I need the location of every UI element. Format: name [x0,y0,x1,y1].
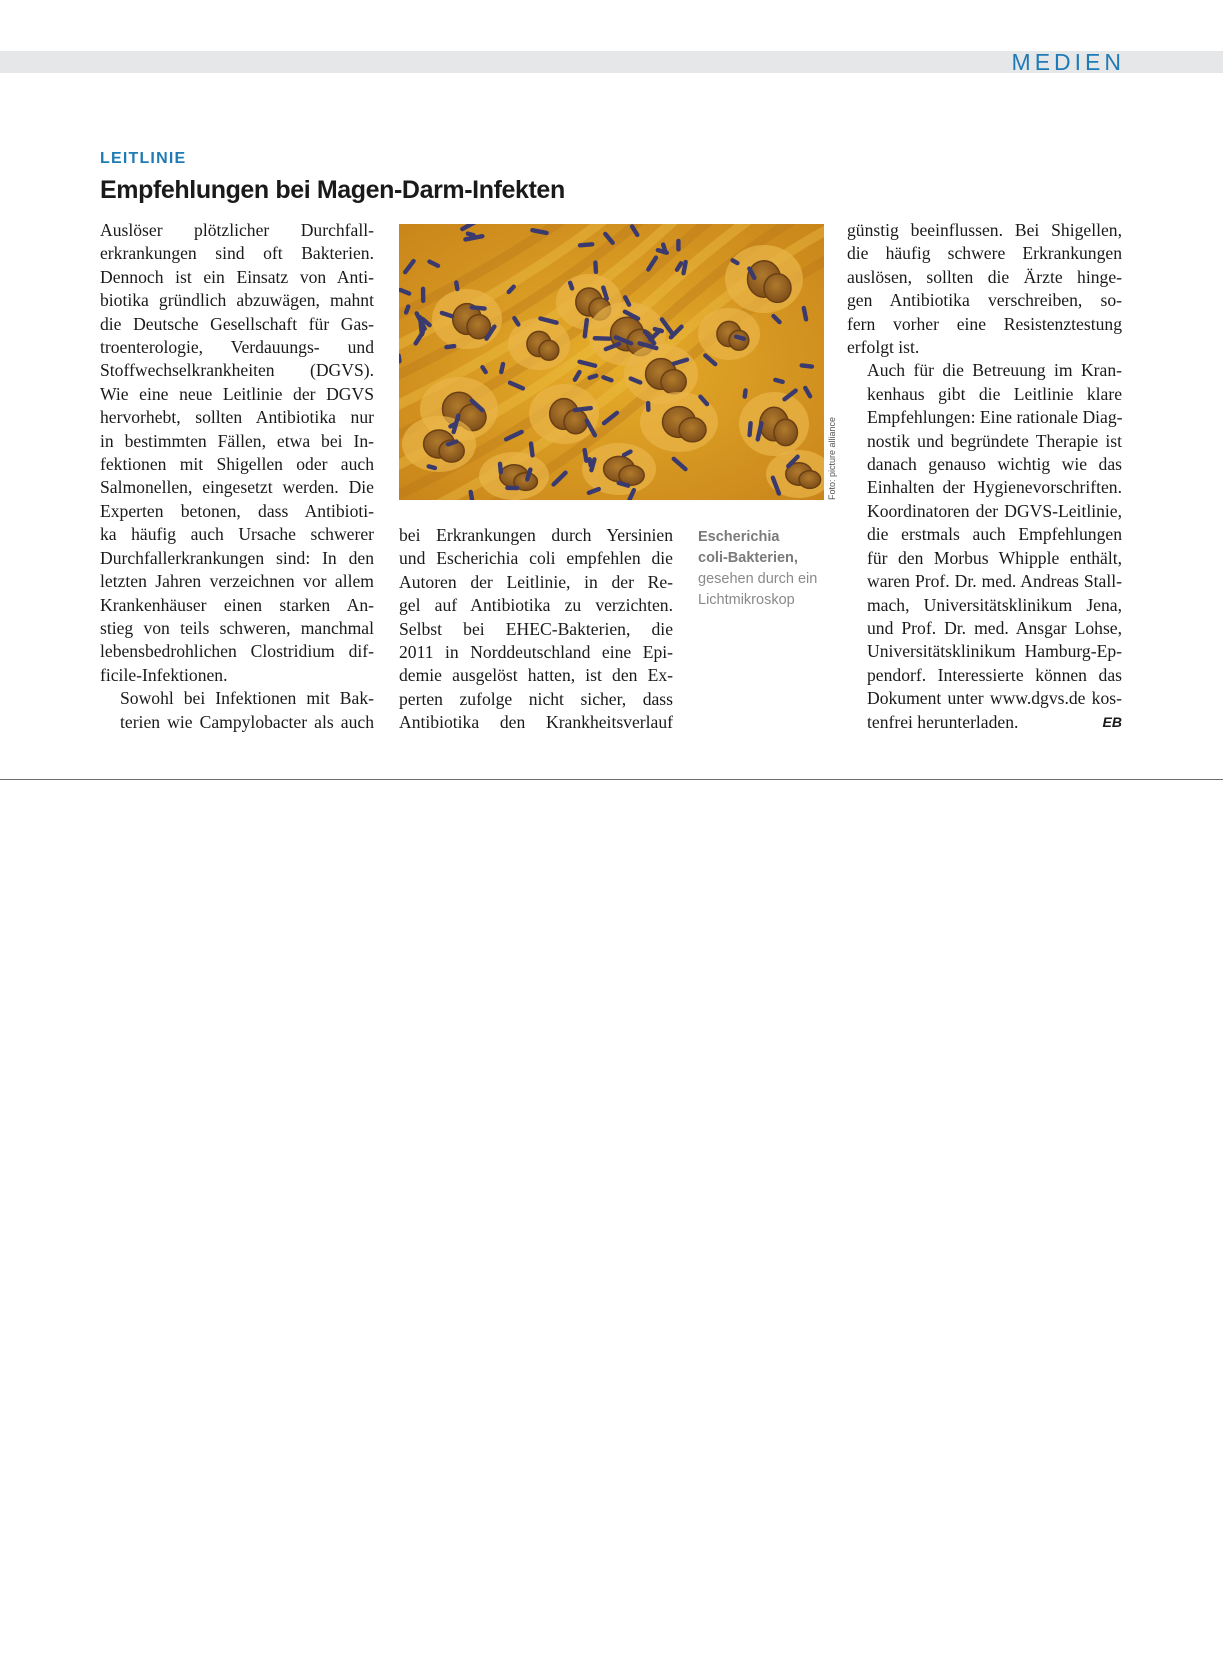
text-line: 2011 in Norddeutschland eine Epi- [399,642,673,663]
text-line: Dokument unter www.dgvs.de kos- [867,688,1122,709]
text-line: terien wie Campylobacter als auch [120,711,374,732]
text-line: pendorf. Interessierte können das [867,664,1122,685]
article-column-1 [100,219,374,734]
text-line: die häufig schwere Erkrankungen [847,243,1122,264]
text-line: perten zufolge nicht sicher, dass [399,688,673,709]
text-line: Auslöser plötzlicher Durchfall- [100,220,374,240]
text-line: gel auf Antibiotika zu verzichten. [399,595,673,616]
text-line: Universitätsklinikum Hamburg-Ep- [867,641,1122,662]
text-line: Salmonellen, eingesetzt werden. Die [100,477,374,498]
text-line: die Deutsche Gesellschaft für Gas- [100,313,374,334]
article-column-2 [399,524,673,735]
text-line: Selbst bei EHEC-Bakterien, die [399,618,673,639]
bacteria-photo [399,224,824,500]
text-line: Auch für die Betreuung im Kran- [867,360,1122,381]
text-line: waren Prof. Dr. med. Andreas Stall- [867,571,1122,592]
paragraph [100,219,374,687]
text-line: und Prof. Dr. med. Ansgar Lohse, [867,617,1122,638]
caption-text-line-1: gesehen durch ein [698,571,818,587]
text-line: Antibiotika den Krankheitsverlauf [399,712,673,733]
text-line: biotika gründlich abzuwägen, mahnt [100,290,374,311]
text-line: auslösen, sollten die Ärzte hinge- [847,266,1122,287]
text-line: lebensbedrohlichen Clostridium dif- [100,641,374,662]
figure-caption [698,527,833,611]
text-line: gen Antibiotika verschreiben, so- [847,290,1122,311]
section-label: MEDIEN [1011,49,1125,75]
caption-title-line-2: coli-Bakterien, [698,550,798,566]
paragraph [847,359,1122,734]
text-line: die erstmals auch Empfehlungen [867,524,1122,545]
author-signature: EB [1102,713,1122,730]
article-kicker: LEITLINIE [100,150,187,167]
text-line: Durchfallerkrankungen sind: In den [100,547,374,568]
text-line: fern vorher eine Resistenztestung [847,313,1122,334]
article-headline: Empfehlungen bei Magen-Darm-Infekten [100,176,565,204]
article-column-3 [847,219,1122,734]
paragraph [847,219,1122,359]
text-line: und Escherichia coli empfehlen die [399,548,673,569]
text-line: ficile-Infektionen. [100,664,228,685]
text-line: danach genauso wichtig wie das [867,454,1122,475]
text-line: letzten Jahren verzeichnen vor allem [100,571,374,592]
text-line: demie ausgelöst hatten, ist den Ex- [399,665,673,686]
text-line: Experten betonen, dass Antibioti- [100,500,374,521]
text-line: Sowohl bei Infektionen mit Bak- [120,688,374,709]
text-line: Autoren der Leitlinie, in der Re- [399,571,673,592]
text-line: troenterologie, Verdauungs- und [100,337,374,358]
text-line: erfolgt ist. [847,337,920,358]
text-line: Krankenhäuser einen starken An- [100,594,374,615]
caption-text-line-2: Lichtmikroskop [698,592,795,608]
paragraph [399,524,673,735]
text-line: tenfrei herunterladen. EB [847,711,1122,734]
text-line: Einhalten der Hygienevorschriften. [867,477,1122,498]
paragraph [100,687,374,734]
text-line: stieg von teils schweren, manchmal [100,617,374,638]
page-divider [0,779,1223,780]
text-line: in bestimmten Fällen, etwa bei In- [100,430,374,451]
text-line: günstig beeinflussen. Bei Shigellen, [847,220,1122,240]
photo-credit: Foto: picture alliance [827,416,837,500]
text-line: für den Morbus Whipple enthält, [867,547,1122,568]
text-line: bei Erkrankungen durch Yersinien [399,525,673,545]
text-line: Koordinatoren der DGVS-Leitlinie, [867,500,1122,521]
text-line: Dennoch ist ein Einsatz von Anti- [100,266,374,287]
caption-title-line-1: Escherichia [698,529,780,545]
text-line: Wie eine neue Leitlinie der DGVS [100,383,374,404]
text-line: Stoffwechselkrankheiten (DGVS). [100,360,374,381]
text-line: kenhaus gibt die Leitlinie klare [867,383,1122,404]
text-line: erkrankungen sind oft Bakterien. [100,243,374,264]
text-line: hervorhebt, sollten Antibiotika nur [100,407,374,428]
text-line: mach, Universitätsklinikum Jena, [867,594,1122,615]
text-line: fektionen mit Shigellen oder auch [100,454,374,475]
text-line: nostik und begründete Therapie ist [867,430,1122,451]
text-line: ka häufig auch Ursache schwerer [100,524,374,545]
text-line: Empfehlungen: Eine rationale Diag- [867,407,1123,428]
